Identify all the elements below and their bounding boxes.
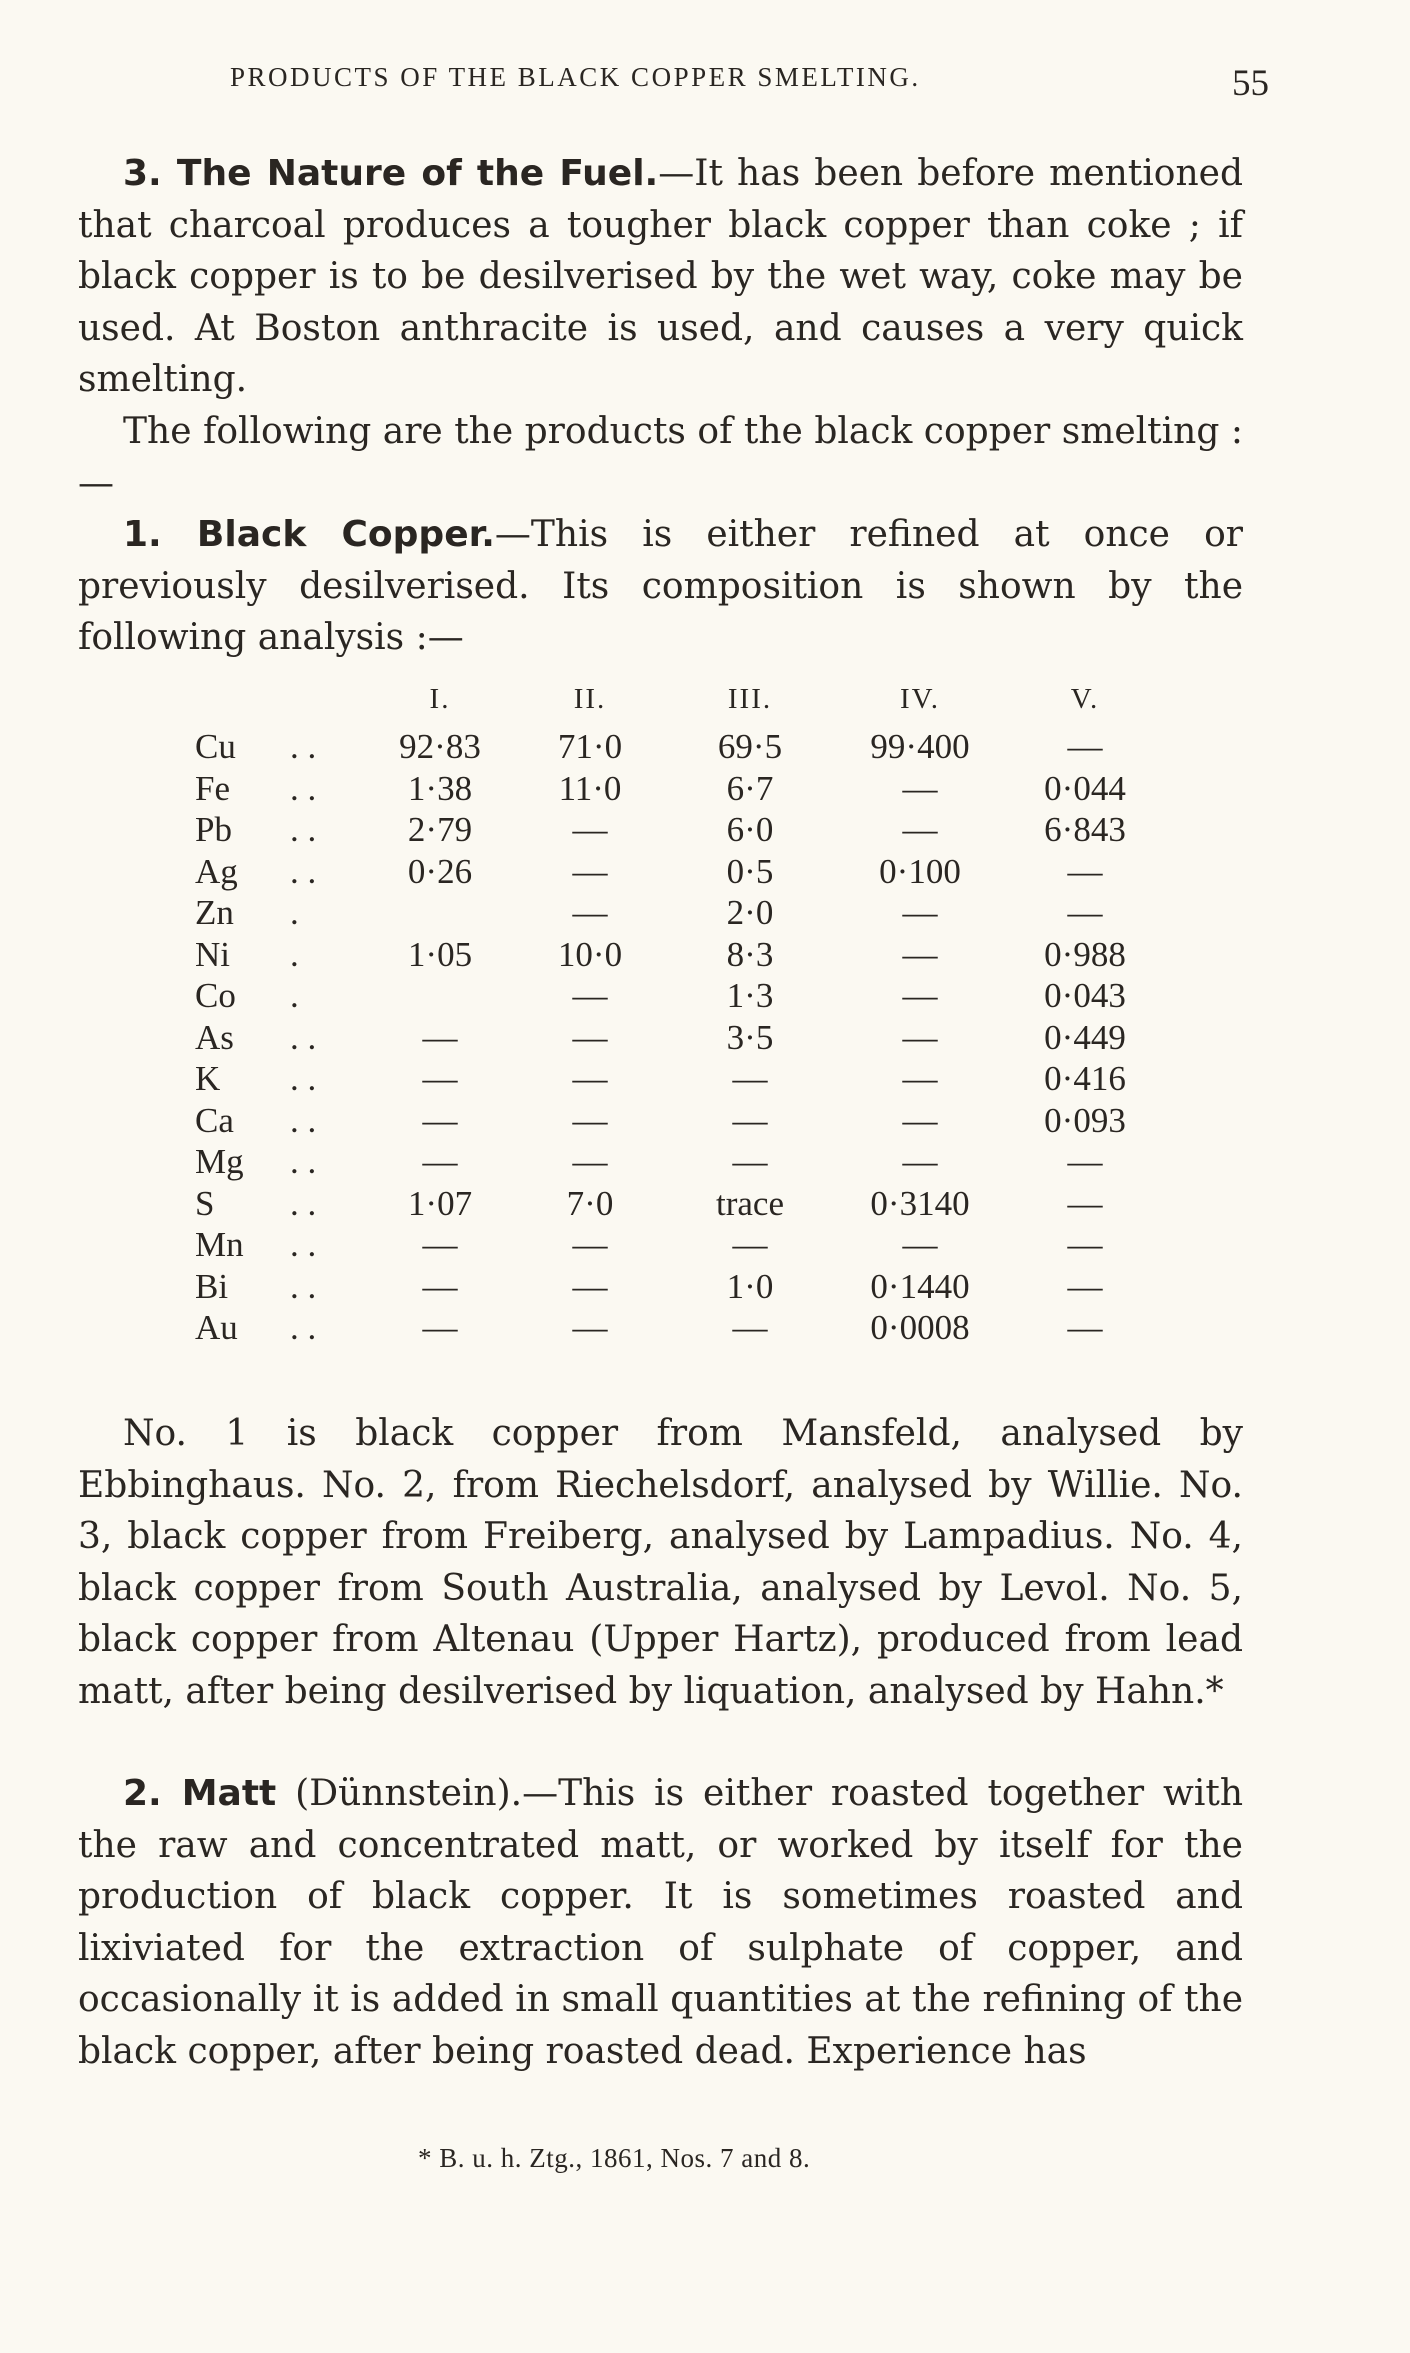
paragraph-products-intro bbox=[78, 406, 1243, 509]
table-cell: 1·07 bbox=[407, 1183, 473, 1223]
element-symbol: Mn bbox=[195, 1225, 244, 1264]
column-header: I. bbox=[429, 682, 451, 715]
leader-dots: . . bbox=[290, 1100, 317, 1140]
matt-text: (Dünnstein).—This is either roasted together with the raw and concentrated matt, or worked by itself for the production of black copper. It is sometimes roasted and lixiviated for the extraction of sulphate of copper, and occasionally it is added in small quantities at the refining of the black copper, after being roasted dead. Experience has bbox=[78, 1773, 1244, 2072]
table-cell: 99·400 bbox=[870, 727, 970, 766]
table-cell: — bbox=[1067, 893, 1103, 932]
table-cell: — bbox=[422, 1225, 458, 1264]
table-cell: — bbox=[1067, 1183, 1103, 1223]
column-header: V. bbox=[1070, 682, 1100, 715]
table-cell: — bbox=[732, 1225, 768, 1264]
table-row bbox=[195, 768, 1160, 810]
element-symbol: Au bbox=[195, 1308, 238, 1347]
leader-dots: . . bbox=[290, 1142, 317, 1181]
table-cell: — bbox=[1067, 851, 1103, 891]
table-cell: 1·3 bbox=[726, 976, 774, 1015]
table-row bbox=[195, 1100, 1160, 1142]
table-row bbox=[195, 975, 1160, 1017]
leader-dots: . . bbox=[290, 1183, 317, 1223]
table-cell: — bbox=[422, 1017, 458, 1057]
table-cell: — bbox=[572, 1059, 608, 1098]
table-cell: 0·988 bbox=[1044, 934, 1126, 974]
table-cell bbox=[370, 892, 510, 934]
element-symbol: Zn bbox=[195, 893, 234, 932]
table-cell: — bbox=[732, 1142, 768, 1181]
table-cell: — bbox=[902, 1142, 938, 1181]
column-header: III. bbox=[727, 682, 773, 715]
table-row bbox=[195, 1266, 1160, 1308]
element-symbol: Ni bbox=[195, 934, 230, 974]
table-cell: 0·3140 bbox=[870, 1183, 970, 1223]
table-cell: 1·0 bbox=[726, 1266, 774, 1306]
table-cell: — bbox=[902, 1059, 938, 1098]
table-cell: 3·5 bbox=[726, 1017, 774, 1057]
fuel-heading: 3. The Nature of the Fuel. bbox=[123, 153, 659, 194]
table-row bbox=[195, 851, 1160, 893]
element-symbol: Cu bbox=[195, 727, 236, 766]
table-cell: 0·044 bbox=[1044, 768, 1126, 808]
table-cell: — bbox=[1067, 1308, 1103, 1347]
table-cell: 7·0 bbox=[566, 1183, 614, 1223]
analysis-notes-text: No. 1 is black copper from Mansfeld, analysed by Ebbinghaus. No. 2, from Riechelsdorf, analysed by Willie. No. 3, black copper from Freiberg, analysed by Lampadius. No. 4, black copper from South Australia, analysed by Levol. No. 5, black copper from Altenau (Upper Hartz), produced from lead matt, after being desilverised by liquation, analysed by Hahn.* bbox=[78, 1413, 1243, 1712]
element-symbol: Pb bbox=[195, 810, 232, 849]
table-cell: — bbox=[1067, 1142, 1103, 1181]
leader-dots: . . bbox=[290, 1059, 317, 1098]
table-cell: 92·83 bbox=[399, 727, 481, 766]
table-row bbox=[195, 1183, 1160, 1225]
table-cell: — bbox=[902, 976, 938, 1015]
table-row bbox=[195, 1017, 1160, 1059]
table-cell bbox=[370, 975, 510, 1017]
table-cell: 0·093 bbox=[1044, 1100, 1126, 1140]
table-cell: 11·0 bbox=[558, 768, 622, 808]
table-cell: — bbox=[422, 1266, 458, 1306]
column-header: II. bbox=[573, 682, 607, 715]
table-cell: 71·0 bbox=[557, 727, 623, 766]
table-cell: — bbox=[732, 1059, 768, 1098]
table-cell: 0·449 bbox=[1044, 1017, 1126, 1057]
table-cell: — bbox=[422, 1308, 458, 1347]
table-cell: 8·3 bbox=[726, 934, 774, 974]
table-cell: 0·26 bbox=[407, 851, 473, 891]
paragraph-fuel bbox=[78, 148, 1243, 406]
table-cell: — bbox=[422, 1142, 458, 1181]
leader-dots: . bbox=[290, 893, 299, 932]
table-cell: 0·1440 bbox=[870, 1266, 970, 1306]
table-cell: — bbox=[732, 1100, 768, 1140]
table-cell: — bbox=[902, 810, 938, 849]
leader-dots: . . bbox=[290, 727, 317, 766]
table-cell: 2·79 bbox=[407, 810, 473, 849]
paragraph-analysis-notes bbox=[78, 1408, 1243, 1717]
table-cell: 69·5 bbox=[717, 727, 783, 766]
table-cell: 0·100 bbox=[879, 851, 961, 891]
footnote: * B. u. h. Ztg., 1861, Nos. 7 and 8. bbox=[418, 2143, 811, 2173]
table-cell: — bbox=[422, 1059, 458, 1098]
table-cell: 1·38 bbox=[407, 768, 473, 808]
table-cell: 1·05 bbox=[407, 934, 473, 974]
table-cell: — bbox=[902, 1100, 938, 1140]
table-cell: — bbox=[572, 1266, 608, 1306]
table-cell: 10·0 bbox=[557, 934, 623, 974]
element-symbol: Ca bbox=[195, 1100, 234, 1140]
leader-dots: . . bbox=[290, 1266, 317, 1306]
black-copper-text: —This is either refined at once or previously desilverised. Its composition is shown by the following analysis :— bbox=[78, 514, 1243, 658]
table-cell: — bbox=[572, 1100, 608, 1140]
table-row bbox=[195, 1141, 1160, 1183]
table-row bbox=[195, 1058, 1160, 1100]
table-cell: — bbox=[572, 1142, 608, 1181]
leader-dots: . . bbox=[290, 1225, 317, 1264]
table-cell: 0·0008 bbox=[870, 1308, 970, 1347]
table-cell: — bbox=[572, 851, 608, 891]
paragraph-black-copper bbox=[78, 509, 1243, 664]
leader-dots: . . bbox=[290, 810, 317, 849]
table-cell: 6·843 bbox=[1044, 810, 1126, 849]
table-row bbox=[195, 1307, 1160, 1349]
table-cell: — bbox=[902, 1225, 938, 1264]
element-symbol: Bi bbox=[195, 1266, 229, 1306]
table-cell: — bbox=[572, 976, 608, 1015]
table-cell: — bbox=[732, 1308, 768, 1347]
table-cell: 6·0 bbox=[726, 810, 774, 849]
element-symbol: As bbox=[195, 1017, 234, 1057]
table-header-row bbox=[195, 672, 1160, 726]
table-cell: — bbox=[1067, 727, 1103, 766]
leader-dots: . . bbox=[290, 851, 317, 891]
table-row bbox=[195, 726, 1160, 768]
table-cell: 0·043 bbox=[1044, 976, 1126, 1015]
table-cell: — bbox=[572, 1308, 608, 1347]
element-symbol: Ag bbox=[195, 851, 238, 891]
analysis-table bbox=[195, 672, 1160, 1349]
products-intro-text: The following are the products of the black copper smelting :— bbox=[78, 411, 1243, 504]
table-cell: 0·5 bbox=[726, 851, 774, 891]
fuel-text: —It has been before mentioned that charcoal produces a tougher black copper than coke ; if black copper is to be desilverised by the wet way, coke may be used. At Boston anthracite is used, and causes a very quick smelting. bbox=[78, 153, 1243, 400]
leader-dots: . bbox=[290, 934, 299, 974]
leader-dots: . . bbox=[290, 768, 317, 808]
table-cell: 0·416 bbox=[1044, 1059, 1126, 1098]
element-symbol: S bbox=[195, 1183, 215, 1223]
table-cell: — bbox=[1067, 1225, 1103, 1264]
table-cell: — bbox=[572, 893, 608, 932]
table-cell: — bbox=[422, 1100, 458, 1140]
element-symbol: Co bbox=[195, 976, 236, 1015]
table-cell: — bbox=[902, 934, 938, 974]
table-cell: — bbox=[572, 1017, 608, 1057]
element-symbol: Mg bbox=[195, 1142, 244, 1181]
table-row bbox=[195, 1224, 1160, 1266]
leader-dots: . . bbox=[290, 1017, 317, 1057]
leader-dots: . . bbox=[290, 1308, 317, 1347]
column-header: IV. bbox=[899, 682, 941, 715]
table-cell: — bbox=[1067, 1266, 1103, 1306]
table-cell: — bbox=[572, 810, 608, 849]
table-cell: — bbox=[902, 893, 938, 932]
table-cell: — bbox=[572, 1225, 608, 1264]
page-number: 55 bbox=[1232, 63, 1269, 104]
table-cell: 2·0 bbox=[726, 893, 774, 932]
table-row bbox=[195, 934, 1160, 976]
table-cell: — bbox=[902, 1017, 938, 1057]
paragraph-matt bbox=[78, 1768, 1243, 2077]
table-row bbox=[195, 892, 1160, 934]
table-cell: — bbox=[902, 768, 938, 808]
element-symbol: K bbox=[195, 1059, 221, 1098]
running-head: PRODUCTS OF THE BLACK COPPER SMELTING. bbox=[230, 62, 921, 92]
table-cell: trace bbox=[716, 1183, 784, 1223]
table-row bbox=[195, 809, 1160, 851]
black-copper-heading: 1. Black Copper. bbox=[123, 514, 495, 555]
table-cell: 6·7 bbox=[726, 768, 774, 808]
matt-heading: 2. Matt bbox=[123, 1773, 277, 1814]
leader-dots: . bbox=[290, 976, 299, 1015]
element-symbol: Fe bbox=[195, 768, 230, 808]
